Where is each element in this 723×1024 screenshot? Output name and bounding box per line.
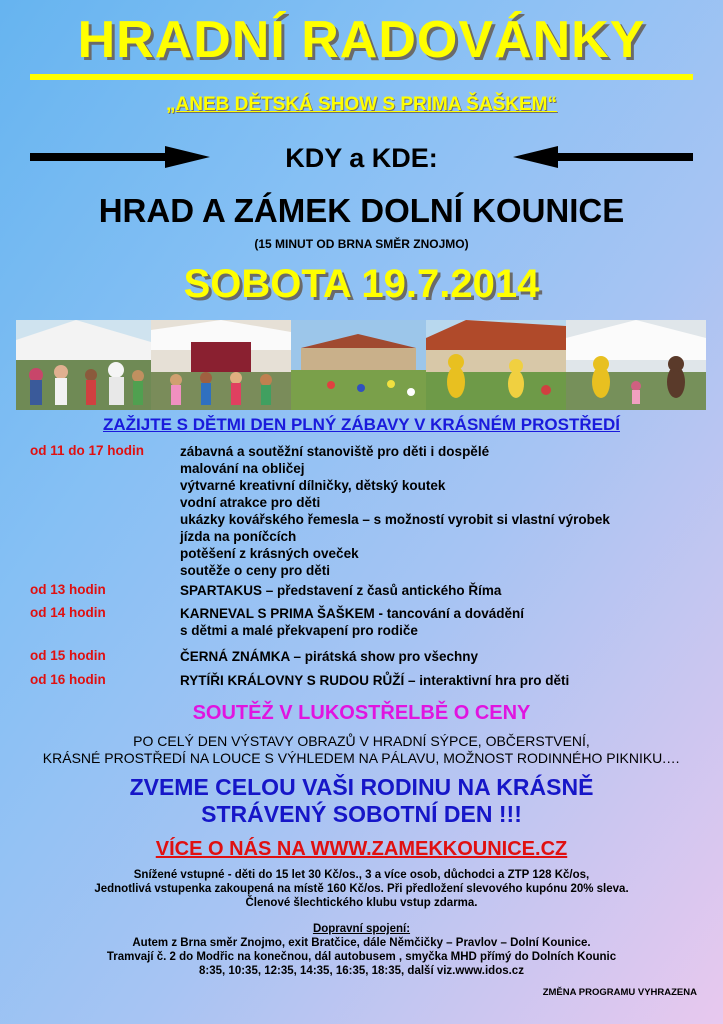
event-date: SOBOTA 19.7.2014 (183, 262, 540, 306)
invitation (0, 774, 723, 828)
when-where-label: KDY a KDE: (285, 143, 438, 173)
program-item: s dětmi a malé překvapení pro rodiče (180, 623, 418, 638)
price-line: Členové šlechtického klubu vstup zdarma. (245, 897, 478, 909)
castle-meadow-photo (291, 320, 426, 410)
program-item: ukázky kovářského řemesla – s možností vyrobit si vlastní výrobek (180, 512, 610, 527)
program-time: od 14 hodin (30, 605, 106, 620)
program-item: soutěže o ceny pro děti (180, 563, 331, 578)
photo-strip (16, 320, 706, 410)
tent-crowd-photo (16, 320, 151, 410)
website-link[interactable]: VÍCE O NÁS NA WWW.ZAMEKKOUNICE.CZ (155, 838, 568, 860)
program-item: potěšení z krásných oveček (180, 546, 359, 561)
archery-contest: SOUTĚŽ V LUKOSTŘELBĚ O CENY (192, 702, 531, 724)
tent-mascots-photo (566, 320, 706, 410)
transport-line: Tramvají č. 2 do Modřic na konečnou, dál autobusem , smyčka MHD přímý do Dolních Kounic (106, 951, 617, 963)
program-time: od 16 hodin (30, 672, 106, 687)
venue-name: HRAD A ZÁMEK DOLNÍ KOUNICE (98, 192, 625, 229)
program-item: výtvarné kreativní dílničky, dětský koutek (180, 478, 446, 493)
program-items (180, 672, 569, 689)
program-items (180, 443, 610, 579)
price-info (0, 868, 723, 910)
program-time: od 11 do 17 hodin (30, 443, 145, 458)
program-time: od 15 hodin (30, 648, 106, 663)
program-item: KARNEVAL S PRIMA ŠAŠKEM - tancování a dovádění (180, 606, 525, 621)
title-underline (30, 74, 693, 80)
info-line: KRÁSNÉ PROSTŘEDÍ NA LOUCE S VÝHLEDEM NA PÁLAVU, MOŽNOST RODINNÉHO PIKNIKU.… (42, 750, 681, 766)
venue-note: (15 MINUT OD BRNA SMĚR ZNOJMO) (254, 237, 469, 251)
transport-line: 8:35, 10:35, 12:35, 14:35, 16:35, 18:35, další viz.www.idos.cz (199, 965, 524, 977)
left-arrow-icon (513, 146, 693, 168)
program-items (180, 648, 478, 665)
program-item: jízda na poníčcích (180, 529, 297, 544)
program-item: zábavná a soutěžní stanoviště pro děti i dospělé (180, 444, 490, 459)
transport-line: Autem z Brna směr Znojmo, exit Bratčice, dále Němčičky – Pravlov – Dolní Kounice. (132, 937, 591, 949)
program-items (180, 582, 501, 599)
info-line: PO CELÝ DEN VÝSTAVY OBRAZŮ V HRADNÍ SÝPCE, OBČERSTVENÍ, (133, 733, 590, 749)
program-items (180, 605, 524, 639)
info-text (0, 733, 723, 767)
program-item: ČERNÁ ZNÁMKA – pirátská show pro všechny (180, 649, 479, 664)
program-item: SPARTAKUS – představení z časů antického Říma (180, 583, 502, 598)
price-line: Jednotlivá vstupenka zakoupená na místě 160 Kč/os. Při předložení slevového kupónu 20% sleva. (94, 883, 629, 895)
program-time: od 13 hodin (30, 582, 106, 597)
transport-title: Dopravní spojení: (312, 923, 411, 935)
poster-subtitle: „ANEB DĚTSKÁ SHOW S PRIMA ŠAŠKEM“ (166, 94, 557, 115)
transport-info (0, 922, 723, 978)
mascots-photo (426, 320, 566, 410)
stage-performers-photo (151, 320, 291, 410)
price-line: Snížené vstupné - děti do 15 let 30 Kč/os., 3 a více osob, důchodci a ZTP 128 Kč/os, (133, 869, 590, 881)
headline: ZAŽIJTE S DĚTMI DEN PLNÝ ZÁBAVY V KRÁSNÉM PROSTŘEDÍ (103, 415, 620, 434)
program-item: RYTÍŘI KRÁLOVNY S RUDOU RŮŽÍ – interaktivní hra pro děti (180, 673, 570, 688)
program-change-note: ZMĚNA PROGRAMU VYHRAZENA (542, 987, 697, 998)
program-item: malování na obličej (180, 461, 305, 476)
invite-line: STRÁVENÝ SOBOTNÍ DEN !!! (201, 801, 522, 827)
program-item: vodní atrakce pro děti (180, 495, 321, 510)
poster-title: HRADNÍ RADOVÁNKY (77, 11, 646, 69)
invite-line: ZVEME CELOU VAŠI RODINU NA KRÁSNĚ (129, 774, 594, 800)
